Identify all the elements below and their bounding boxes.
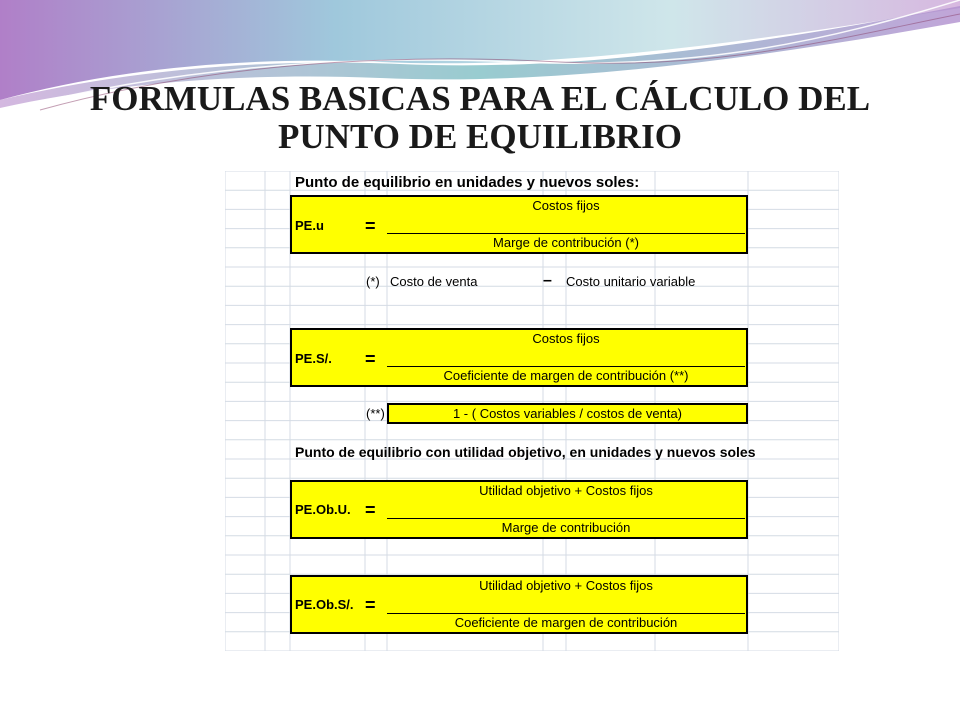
- slide-title-line1: FORMULAS BASICAS PARA EL CÁLCULO DEL: [89, 79, 871, 118]
- equals-sign: =: [365, 216, 376, 236]
- equals-sign: =: [365, 349, 376, 369]
- heading-target-profit: Punto de equilibrio con utilidad objetivo, en unidades y nuevos soles: [295, 444, 756, 460]
- fraction-bar: [387, 518, 745, 519]
- note-left-term: Costo de venta: [390, 274, 478, 289]
- formula-label: PE.S/.: [295, 351, 332, 366]
- numerator: Utilidad objetivo + Costos fijos: [479, 578, 653, 593]
- numerator: Utilidad objetivo + Costos fijos: [479, 483, 653, 498]
- note-formula: 1 - ( Costos variables / costos de venta): [452, 406, 683, 421]
- equals-sign: =: [365, 595, 376, 615]
- formula-label: PE.Ob.S/.: [295, 597, 354, 612]
- formula-label: PE.Ob.U.: [295, 502, 351, 517]
- fraction-bar: [387, 233, 745, 234]
- slide-title-line2: PUNTO DE EQUILIBRIO: [278, 117, 682, 156]
- denominator: Coeficiente de margen de contribución (**): [443, 368, 689, 383]
- denominator: Marge de contribución (*): [493, 235, 639, 250]
- note-marker: (*): [366, 274, 380, 289]
- numerator: Costos fijos: [532, 198, 600, 213]
- formula-label: PE.u: [295, 218, 324, 233]
- fraction-bar: [387, 613, 745, 614]
- minus-sign: –: [543, 272, 552, 289]
- fraction-bar: [387, 366, 745, 367]
- numerator: Costos fijos: [532, 331, 600, 346]
- denominator: Coeficiente de margen de contribución: [454, 615, 678, 630]
- spreadsheet: [225, 171, 839, 651]
- note-marker: (**): [366, 406, 385, 421]
- equals-sign: =: [365, 500, 376, 520]
- heading-units-soles: Punto de equilibrio en unidades y nuevos soles:: [295, 174, 640, 191]
- note-right-term: Costo unitario variable: [566, 274, 696, 289]
- denominator: Marge de contribución: [501, 520, 631, 535]
